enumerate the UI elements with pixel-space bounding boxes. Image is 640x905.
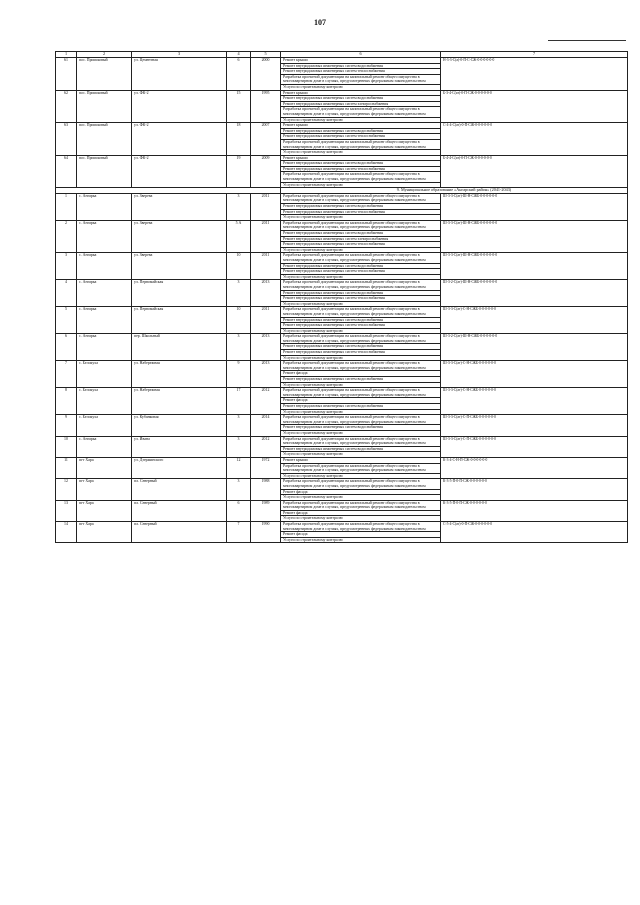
row-number: 8	[56, 388, 77, 415]
row-number: 4	[56, 280, 77, 307]
street-cell: пл. Северный	[132, 479, 227, 500]
work-type-cell: Услуги по строительному контролю	[281, 150, 441, 156]
row-number: 5	[56, 307, 77, 334]
house-number-cell: 6	[227, 500, 251, 521]
house-number-cell: 3	[227, 280, 251, 307]
year-cell: 2011	[251, 253, 281, 280]
col-num: 2	[77, 52, 132, 58]
street-cell: пл. Северный	[132, 522, 227, 543]
year-cell: 2013	[251, 334, 281, 361]
work-type-cell: Услуги по строительному контролю	[281, 328, 441, 334]
house-number-cell: 15	[227, 90, 251, 123]
table-row	[56, 193, 628, 203]
settlement-cell: пгт Хара	[77, 522, 132, 543]
table-body	[56, 52, 628, 543]
col-num: 3	[132, 52, 227, 58]
capital-repair-table	[55, 51, 628, 543]
building-code-cell: Ш-3-3-С(ат)-С-Н-СЖБ-0-0-0-0-0-0	[441, 388, 628, 415]
street-cell: ул. Зверева	[132, 220, 227, 253]
work-type-cell: Ремонт внутридомовых инженерных систем водоснабжения	[281, 425, 441, 431]
work-type-cell: Ремонт крыши	[281, 58, 441, 64]
settlement-cell: пгт Хара	[77, 457, 132, 478]
work-type-cell: Ремонт внутридомовых инженерных систем теплоснабжения	[281, 323, 441, 329]
work-type-cell: Разработка проектной документации на капитальный ремонт общего имущества в многоквартирном доме в случаях, предусмотренных федеральным законодательством	[281, 361, 441, 371]
house-number-cell: 19	[227, 155, 251, 188]
row-number: 11	[56, 457, 77, 478]
year-cell: 1990	[251, 522, 281, 543]
settlement-cell: с. Белокуха	[77, 415, 132, 436]
year-cell: 2009	[251, 155, 281, 188]
year-cell: 2013	[251, 361, 281, 388]
building-code-cell: Ш-3-3-С(ат)-С-П-СЖБ-0-0-0-0-0-0	[441, 415, 628, 436]
settlement-cell: пос. Приисковый	[77, 155, 132, 188]
work-type-cell: Разработка проектной документации на капитальный ремонт общего имущества в многоквартирном доме в случаях, предусмотренных федеральным законодательством	[281, 479, 441, 489]
work-type-cell: Разработка проектной документации на капитальный ремонт общего имущества в многоквартирном доме в случаях, предусмотренных федеральным законодательством	[281, 280, 441, 290]
settlement-cell: пос. Приисковый	[77, 90, 132, 123]
house-number-cell: 12	[227, 457, 251, 478]
work-type-cell: Разработка проектной документации на капитальный ремонт общего имущества в многоквартирном доме в случаях, предусмотренных федеральным законодательством	[281, 388, 441, 398]
year-cell: 2013	[251, 280, 281, 307]
settlement-cell: пос. Приисковый	[77, 58, 132, 91]
building-code-cell: С-5-4-С(ат)-0-П-СЖ-0-0-0-0-0-0	[441, 522, 628, 543]
row-number: 9	[56, 415, 77, 436]
work-type-cell: Ремонт внутридомовых инженерных систем теплоснабжения	[281, 69, 441, 75]
street-cell: пл. Северный	[132, 500, 227, 521]
street-cell: ул. ФК-2	[132, 90, 227, 123]
work-type-cell: Ремонт внутридомовых инженерных систем электроснабжения	[281, 236, 441, 242]
street-cell: ул. Дзержинского	[132, 457, 227, 478]
work-type-cell: Разработка проектной документации на капитальный ремонт общего имущества в многоквартирном доме в случаях, предусмотренных федеральным законодательством	[281, 463, 441, 473]
col-num: 1	[56, 52, 77, 58]
year-cell: 2000	[251, 58, 281, 91]
table-row	[56, 334, 628, 344]
year-cell: 2012	[251, 388, 281, 415]
work-type-cell: Ремонт внутридомовых инженерных систем водоснабжения	[281, 204, 441, 210]
work-type-cell: Услуги по строительному контролю	[281, 274, 441, 280]
house-number-cell: 3	[227, 334, 251, 361]
work-type-cell: Услуги по строительному контролю	[281, 473, 441, 479]
building-code-cell: Ш-3-3-С(ат)-С-П-СЖБ-0-0-0-0-0-0	[441, 436, 628, 457]
year-cell: 1989	[251, 500, 281, 521]
page-number: 107	[314, 18, 326, 27]
building-code-cell: Б-3-4-С(ат)-0-П-СЖ-0-0-0-0-0-0	[441, 90, 628, 123]
work-type-cell: Ремонт крыши	[281, 155, 441, 161]
row-number: 3	[56, 253, 77, 280]
work-type-cell: Ремонт крыши	[281, 123, 441, 129]
table-row	[56, 500, 628, 510]
house-number-cell: 10	[227, 307, 251, 334]
building-code-cell: К-3-5-П-0-П-СЖ-0-0-0-0-0-0	[441, 500, 628, 521]
work-type-cell: Ремонт фасада	[281, 510, 441, 516]
year-cell: 1995	[251, 90, 281, 123]
building-code-cell: Ш-3-2-С(ат)-Ш-Н-СЖБ-0-0-0-0-0-0	[441, 334, 628, 361]
settlement-cell: с. Ангарка	[77, 307, 132, 334]
col-num: 4	[227, 52, 251, 58]
work-type-cell: Разработка проектной документации на капитальный ремонт общего имущества в многоквартирном доме в случаях, предусмотренных федеральным законодательством	[281, 107, 441, 117]
house-number-cell: 17	[227, 388, 251, 415]
work-type-cell: Ремонт фасада	[281, 371, 441, 377]
year-cell: 2011	[251, 193, 281, 220]
building-code-cell: Н-3-3-С(а)-0-П-С-СЖ-0-0-0-0-0-0	[441, 58, 628, 91]
col-num: 5	[251, 52, 281, 58]
house-number-cell: 9	[227, 361, 251, 388]
table-row	[56, 307, 628, 317]
work-type-cell: Разработка проектной документации на капитальный ремонт общего имущества в многоквартирном доме в случаях, предусмотренных федеральным законодательством	[281, 522, 441, 532]
settlement-cell: с. Ангарка	[77, 280, 132, 307]
settlement-cell: с. Ангарка	[77, 436, 132, 457]
work-type-cell: Услуги по строительному контролю	[281, 84, 441, 90]
work-type-cell: Разработка проектной документации на капитальный ремонт общего имущества в многоквартирном доме в случаях, предусмотренных федеральным законодательством	[281, 74, 441, 84]
work-type-cell: Услуги по строительному контролю	[281, 409, 441, 415]
work-type-cell: Ремонт фасада	[281, 398, 441, 404]
work-type-cell: Разработка проектной документации на капитальный ремонт общего имущества в многоквартирном доме в случаях, предусмотренных федеральным законодательством	[281, 220, 441, 230]
work-type-cell: Ремонт внутридомовых инженерных систем водоснабжения	[281, 96, 441, 102]
settlement-cell: с. Ангарка	[77, 220, 132, 253]
settlement-cell: пгт Хара	[77, 500, 132, 521]
work-type-cell: Разработка проектной документации на капитальный ремонт общего имущества в многоквартирном доме в случаях, предусмотренных федеральным законодательством	[281, 415, 441, 425]
work-type-cell: Ремонт фасада	[281, 489, 441, 495]
street-cell: ул. ФК-2	[132, 155, 227, 188]
settlement-cell: с. Белокуха	[77, 388, 132, 415]
street-cell: ул. Набережная	[132, 388, 227, 415]
settlement-cell: пос. Приисковый	[77, 123, 132, 156]
row-number: 2	[56, 220, 77, 253]
year-cell: 2014	[251, 415, 281, 436]
row-number: 61	[56, 58, 77, 91]
work-type-cell: Разработка проектной документации на капитальный ремонт общего имущества в многоквартирном доме в случаях, предусмотренных федеральным законодательством	[281, 334, 441, 344]
work-type-cell: Разработка проектной документации на капитальный ремонт общего имущества в многоквартирном доме в случаях, предусмотренных федеральным законодательством	[281, 172, 441, 182]
work-type-cell: Ремонт внутридомовых инженерных систем теплоснабжения	[281, 296, 441, 302]
year-cell: 2011	[251, 307, 281, 334]
building-code-cell: Ш-3-3-С(ат)-С-Н-СЖБ-0-0-0-0-0-0	[441, 361, 628, 388]
street-cell: ул. Зверева	[132, 193, 227, 220]
work-type-cell: Услуги по строительному контролю	[281, 182, 441, 188]
house-number-cell: 5 А	[227, 220, 251, 253]
row-number: 10	[56, 436, 77, 457]
work-type-cell: Разработка проектной документации на капитальный ремонт общего имущества в многоквартирном доме в случаях, предусмотренных федеральным законодательством	[281, 193, 441, 203]
table-row	[56, 522, 628, 532]
table-row	[56, 479, 628, 489]
col-num: 7	[441, 52, 628, 58]
work-type-cell: Ремонт фасада	[281, 532, 441, 538]
street-cell: ул. Набережная	[132, 361, 227, 388]
work-type-cell: Ремонт внутридомовых инженерных систем водоснабжения	[281, 344, 441, 350]
table-row	[56, 280, 628, 290]
table-row	[56, 361, 628, 371]
building-code-cell: Ш-3-3-С(ат)-С-Н-СЖБ-0-0-0-0-0-0	[441, 307, 628, 334]
house-number-cell: 18	[227, 123, 251, 156]
settlement-cell: с. Ангарка	[77, 334, 132, 361]
work-type-cell: Ремонт внутридомовых инженерных систем теплоснабжения	[281, 209, 441, 215]
row-number: 7	[56, 361, 77, 388]
street-cell: ул. ФК-2	[132, 123, 227, 156]
work-type-cell: Ремонт внутридомовых инженерных систем водоснабжения	[281, 161, 441, 167]
work-type-cell: Разработка проектной документации на капитальный ремонт общего имущества в многоквартирном доме в случаях, предусмотренных федеральным законодательством	[281, 307, 441, 317]
work-type-cell: Ремонт крыши	[281, 457, 441, 463]
street-cell: ул. Первомайская	[132, 280, 227, 307]
row-number: 64	[56, 155, 77, 188]
table-row	[56, 220, 628, 230]
house-number-cell: 3	[227, 193, 251, 220]
house-number-cell: 3	[227, 415, 251, 436]
work-type-cell: Услуги по строительному контролю	[281, 215, 441, 221]
table-row	[56, 436, 628, 446]
work-type-cell: Ремонт внутридомовых инженерных систем теплоснабжения	[281, 269, 441, 275]
work-type-cell: Ремонт внутридомовых инженерных систем водоснабжения	[281, 63, 441, 69]
work-type-cell: Ремонт внутридомовых инженерных систем теплоснабжения	[281, 242, 441, 248]
street-cell: ул. Первомайская	[132, 307, 227, 334]
work-type-cell: Разработка проектной документации на капитальный ремонт общего имущества в многоквартирном доме в случаях, предусмотренных федеральным законодательством	[281, 436, 441, 446]
year-cell: 1972	[251, 457, 281, 478]
table-row	[56, 253, 628, 263]
building-code-cell: Ш-3-3-С(ат)-Ш-Н-СЖБ-0-0-0-0-0-0	[441, 220, 628, 253]
row-number: 12	[56, 479, 77, 500]
work-type-cell: Ремонт внутридомовых инженерных систем теплоснабжения	[281, 134, 441, 140]
work-type-cell: Разработка проектной документации на капитальный ремонт общего имущества в многоквартирном доме в случаях, предусмотренных федеральным законодательством	[281, 253, 441, 263]
table-row	[56, 415, 628, 425]
work-type-cell: Услуги по строительному контролю	[281, 537, 441, 543]
building-code-cell: Ш-3-3-С(ат)-Ш-Н-СЖБ-0-0-0-0-0-0	[441, 253, 628, 280]
work-type-cell: Услуги по строительному контролю	[281, 301, 441, 307]
section-heading: 9. Муниципальное образование «Ангарский район» (2041-2043)	[281, 188, 628, 194]
work-type-cell: Ремонт внутридомовых инженерных систем теплоснабжения	[281, 166, 441, 172]
settlement-cell: пгт Хара	[77, 479, 132, 500]
work-type-cell: Услуги по строительному контролю	[281, 117, 441, 123]
work-type-cell: Услуги по строительному контролю	[281, 355, 441, 361]
street-cell: ул. Зверева	[132, 253, 227, 280]
work-type-cell: Ремонт внутридомовых инженерных систем водоснабжения	[281, 446, 441, 452]
year-cell: 2007	[251, 123, 281, 156]
street-cell: ул. Кубанковая	[132, 415, 227, 436]
work-type-cell: Услуги по строительному контролю	[281, 430, 441, 436]
work-type-cell: Услуги по строительному контролю	[281, 247, 441, 253]
work-type-cell: Услуги по строительному контролю	[281, 382, 441, 388]
work-type-cell: Разработка проектной документации на капитальный ремонт общего имущества в многоквартирном доме в случаях, предусмотренных федеральным законодательством	[281, 500, 441, 510]
table-row	[56, 388, 628, 398]
settlement-cell: с. Ангарка	[77, 253, 132, 280]
work-type-cell: Услуги по строительному контролю	[281, 516, 441, 522]
street-cell: ул. Ивана	[132, 436, 227, 457]
work-type-cell: Ремонт внутридомовых инженерных систем водоснабжения	[281, 290, 441, 296]
street-cell: пер. Школьный	[132, 334, 227, 361]
house-number-cell: 7	[227, 522, 251, 543]
work-type-cell: Ремонт внутридомовых инженерных систем водоснабжения	[281, 317, 441, 323]
work-type-cell: Ремонт внутридомовых инженерных систем электроснабжения	[281, 101, 441, 107]
building-code-cell: Б-4-4-С(ат)-0-П-СЖ-0-0-0-0-0-0	[441, 155, 628, 188]
work-type-cell: Ремонт внутридомовых инженерных систем водоснабжения	[281, 404, 441, 410]
work-type-cell: Ремонт внутридомовых инженерных систем теплоснабжения	[281, 350, 441, 356]
settlement-cell: с. Белокуха	[77, 361, 132, 388]
building-code-cell: К-3-5-П-0-П-СЖ-0-0-0-0-0-0	[441, 479, 628, 500]
work-type-cell: Ремонт внутридомовых инженерных систем водоснабжения	[281, 231, 441, 237]
top-rule	[548, 40, 626, 41]
building-code-cell: К-3-4-С-Н-П-СЖ-0-0-0-0-0-0	[441, 457, 628, 478]
row-number: 13	[56, 500, 77, 521]
work-type-cell: Ремонт внутридомовых инженерных систем водоснабжения	[281, 263, 441, 269]
row-number: 62	[56, 90, 77, 123]
work-type-cell: Ремонт крыши	[281, 90, 441, 96]
street-cell: ул. Цементная	[132, 58, 227, 91]
row-number: 63	[56, 123, 77, 156]
year-cell: 2012	[251, 436, 281, 457]
settlement-cell: с. Ангарка	[77, 193, 132, 220]
row-number: 14	[56, 522, 77, 543]
work-type-cell: Разработка проектной документации на капитальный ремонт общего имущества в многоквартирном доме в случаях, предусмотренных федеральным законодательством	[281, 139, 441, 149]
house-number-cell: 6	[227, 58, 251, 91]
building-code-cell: Ш-3-2-С(ат)-Ш-Н-СЖБ-0-0-0-0-0-0	[441, 280, 628, 307]
work-type-cell: Услуги по строительному контролю	[281, 452, 441, 458]
work-type-cell: Ремонт внутридомовых инженерных систем водоснабжения	[281, 377, 441, 383]
house-number-cell: 10	[227, 253, 251, 280]
building-code-cell: С-4-4-С(ат)-0-П-СЖ-0-0-0-0-0-0	[441, 123, 628, 156]
work-type-cell: Ремонт внутридомовых инженерных систем водоснабжения	[281, 128, 441, 134]
house-number-cell: 3	[227, 436, 251, 457]
row-number: 6	[56, 334, 77, 361]
work-type-cell: Услуги по строительному контролю	[281, 495, 441, 501]
row-number: 1	[56, 193, 77, 220]
col-num: 6	[281, 52, 441, 58]
building-code-cell: Ш-3-3-С(ат)-Ш-Н-СЖБ-0-0-0-0-0-0	[441, 193, 628, 220]
year-cell: 1988	[251, 479, 281, 500]
year-cell: 2011	[251, 220, 281, 253]
house-number-cell: 3	[227, 479, 251, 500]
